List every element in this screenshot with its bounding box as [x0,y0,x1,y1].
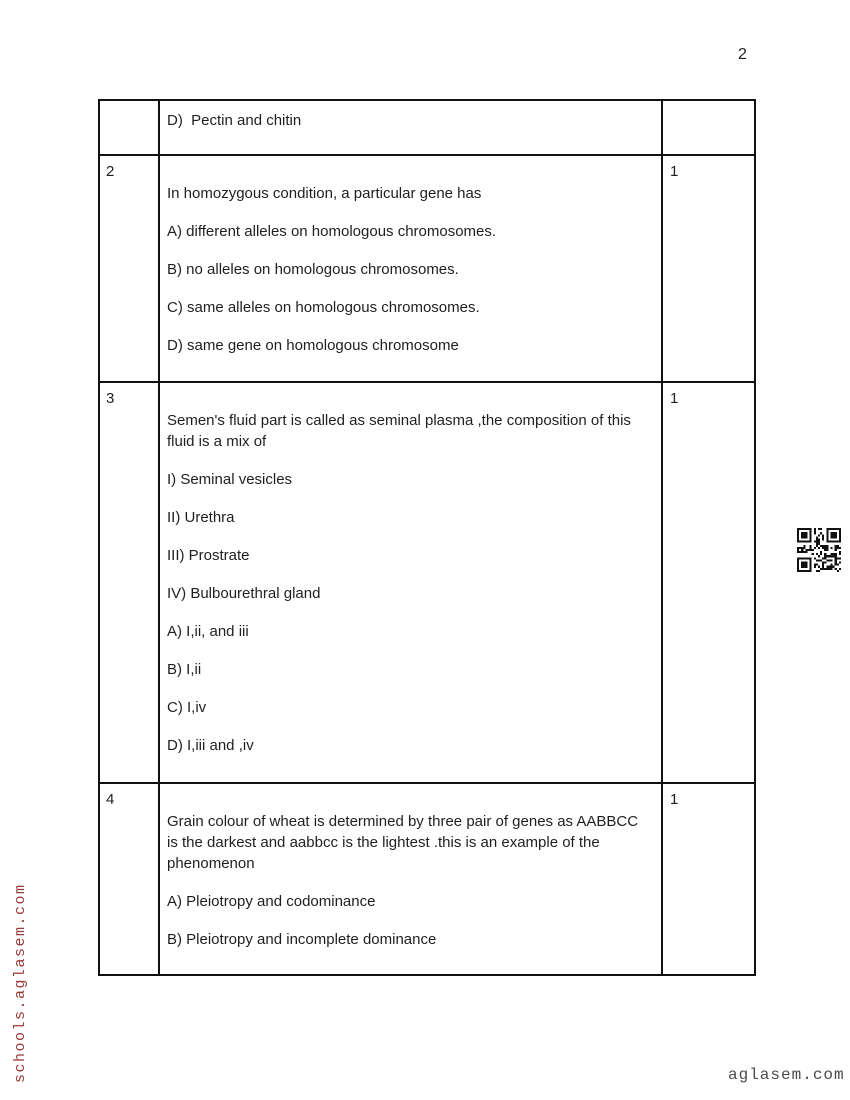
watermark-bottom-right: aglasem.com [728,1066,845,1084]
question-line: In homozygous condition, a particular gene has [167,185,482,202]
question-line: A) I,ii, and iii [167,623,249,640]
question-cell [159,382,662,783]
question-cell [159,783,662,975]
question-cell [159,100,662,155]
table-row [99,382,755,783]
qr-code [797,528,841,572]
question-table [98,99,756,976]
marks-cell [662,100,755,155]
question-number-cell [99,100,159,155]
question-line: D) I,iii and ,iv [167,737,254,754]
question-line: Grain colour of wheat is determined by three pair of genes as AABBCC is the darkest and aabbcc is the lightest .this is an example of the phenomenon [167,813,643,872]
marks-cell: 1 [662,783,755,975]
table-row [99,100,755,155]
page-number: 2 [738,46,747,63]
question-line: I) Seminal vesicles [167,471,293,488]
table-row [99,155,755,382]
question-number-cell: 4 [99,783,159,975]
marks-cell: 1 [662,155,755,382]
question-line: D) same gene on homologous chromosome [167,337,459,354]
question-number-cell: 3 [99,382,159,783]
question-cell [159,155,662,382]
question-line: IV) Bulbourethral gland [167,585,321,602]
question-line: B) no alleles on homologous chromosomes. [167,261,459,278]
question-line: B) I,ii [167,661,202,678]
question-number-cell: 2 [99,155,159,382]
question-line: A) Pleiotropy and codominance [167,893,376,910]
table-row [99,783,755,975]
question-line: C) same alleles on homologous chromosomes. [167,299,480,316]
watermark-left: schools.aglasem.com [12,883,29,1083]
question-line: III) Prostrate [167,547,250,564]
marks-cell: 1 [662,382,755,783]
question-line: A) different alleles on homologous chromosomes. [167,223,497,240]
question-line: B) Pleiotropy and incomplete dominance [167,931,437,948]
question-line: Semen's fluid part is called as seminal plasma ,the composition of this fluid is a mix of [167,412,636,450]
question-line: C) I,iv [167,699,207,716]
question-line: D) Pectin and chitin [167,112,302,129]
question-line: II) Urethra [167,509,235,526]
